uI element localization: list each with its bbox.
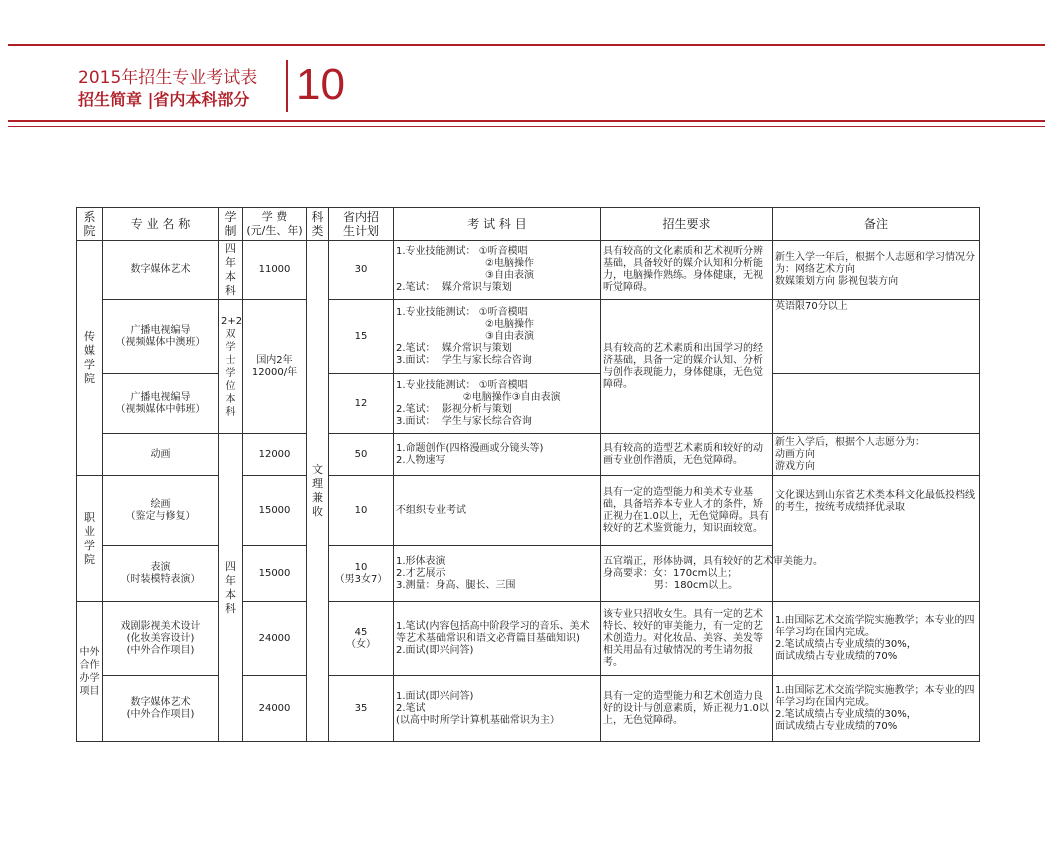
notes-cell: 1.由国际艺术交流学院实施教学；本专业的四年学习均在国内完成。 2.笔试成绩占专业成绩的30%， 面试成绩占专业成绩的70% <box>773 676 980 742</box>
requirements-cell: 具有较高的艺术素质和出国学习的经济基础，具备一定的媒介认知、分析与创作表现能力，身体健康，无色觉障碍。 <box>601 300 773 434</box>
major-cell: 动画 <box>103 434 219 476</box>
header-fee: 学 费 (元/生、年) <box>243 208 307 241</box>
header-bottom-rule <box>8 120 1045 122</box>
header-quota: 省内招 生计划 <box>329 208 394 241</box>
fee-cell: 12000 <box>243 434 307 476</box>
header-major: 专 业 名 称 <box>103 208 219 241</box>
notes-cell: 新生入学一年后，根据个人志愿和学习情况分为：网络艺术方向 数媒策划方向 影视包装方向 <box>773 241 980 300</box>
quota-cell: 15 <box>329 300 394 374</box>
requirements-cell: 该专业只招收女生。具有一定的艺术特长、较好的审美能力，有一定的艺术创造力。对化妆品、美容、美发等相关用品有过敏情况的考生请勿报考。 <box>601 602 773 676</box>
section-subtitle: 招生简章 |省内本科部分 <box>78 90 250 109</box>
header-requirements: 招生要求 <box>601 208 773 241</box>
table-row <box>77 476 980 546</box>
exam-cell: 1.专业技能测试： ①听音模唱 ②电脑操作 ③自由表演 2.笔试： 媒介常识与策划 <box>394 241 601 300</box>
exam-cell: 1.面试(即兴问答) 2.笔试 (以高中时所学计算机基础常识为主） <box>394 676 601 742</box>
header-top-rule <box>8 44 1045 46</box>
major-cell: 广播电视编导 （视频媒体中韩班） <box>103 374 219 434</box>
header-category: 科 类 <box>307 208 329 241</box>
exam-table <box>76 207 980 742</box>
quota-cell: 10 （男3女7） <box>329 546 394 602</box>
notes-cell: 1.由国际艺术交流学院实施教学；本专业的四年学习均在国内完成。 2.笔试成绩占专业成绩的30%， 面试成绩占专业成绩的70% <box>773 602 980 676</box>
major-cell: 数字媒体艺术 (中外合作项目) <box>103 676 219 742</box>
exam-cell: 1.专业技能测试： ①听音模唱 ②电脑操作 ③自由表演 2.笔试： 媒介常识与策划 3.面试： 学生与家长综合咨询 <box>394 300 601 374</box>
exam-cell: 1.专业技能测试： ①听音模唱 ②电脑操作③自由表演 2.笔试： 影视分析与策划 3.面试： 学生与家长综合咨询 <box>394 374 601 434</box>
category-cell: 文 理 兼 收 <box>307 241 329 742</box>
header-notes: 备注 <box>773 208 980 241</box>
requirements-cell: 具有一定的造型能力和艺术创造力良好的设计与创意素质，矫正视力1.0以上，无色觉障碍。 <box>601 676 773 742</box>
requirements-cell: 五官端正，形体协调，具有较好的艺术审美能力。 身高要求：女：170cm以上； 男：180cm以上。 <box>601 546 773 602</box>
quota-cell: 50 <box>329 434 394 476</box>
header-dept: 系 院 <box>77 208 103 241</box>
notes-cell <box>773 374 980 434</box>
table-row <box>77 374 980 434</box>
requirements-cell: 具有较高的造型艺术素质和较好的动画专业创作潜质，无色觉障碍。 <box>601 434 773 476</box>
exam-cell: 不组织专业考试 <box>394 476 601 546</box>
exam-cell: 1.形体表演 2.才艺展示 3.测量：身高、腿长、三围 <box>394 546 601 602</box>
major-cell: 表演 （时装模特表演） <box>103 546 219 602</box>
header-duration: 学 制 <box>219 208 243 241</box>
table-row <box>77 602 980 676</box>
requirements-cell: 具有一定的造型能力和美术专业基础，具备培养本专业人才的条件，矫正视力在1.0以上，无色觉障碍。具有较好的艺术鉴赏能力，知识面较宽。 <box>601 476 773 546</box>
major-cell: 数字媒体艺术 <box>103 241 219 300</box>
quota-cell: 10 <box>329 476 394 546</box>
quota-cell: 30 <box>329 241 394 300</box>
fee-cell: 15000 <box>243 546 307 602</box>
notes-cell: 新生入学后，根据个人志愿分为： 动画方向 游戏方向 <box>773 434 980 476</box>
header-exam: 考 试 科 目 <box>394 208 601 241</box>
page-title: 2015年招生专业考试表 <box>78 68 258 88</box>
exam-cell: 1.命题创作(四格漫画或分镜头等) 2.人物速写 <box>394 434 601 476</box>
fee-cell: 15000 <box>243 476 307 546</box>
quota-cell: 35 <box>329 676 394 742</box>
table-row <box>77 676 980 742</box>
table-header-row <box>77 208 980 241</box>
major-cell: 戏剧影视美术设计 (化妆美容设计) (中外合作项目) <box>103 602 219 676</box>
dept-coop: 中外 合作 办学 项目 <box>77 602 103 742</box>
duration-cell: 四 年 本 科 <box>219 434 243 742</box>
notes-cell: 文化课达到山东省艺术类本科文化最低投档线的考生，按统考成绩择优录取 <box>773 476 980 602</box>
duration-cell: 四 年 本 科 <box>219 241 243 300</box>
dept-vocational: 职 业 学 院 <box>77 476 103 602</box>
exam-cell: 1.笔试(内容包括高中阶段学习的音乐、美术等艺术基础常识和语文必背篇目基础知识) 2.面试(即兴问答) <box>394 602 601 676</box>
table-row <box>77 300 980 374</box>
fee-cell: 24000 <box>243 676 307 742</box>
header-divider <box>286 60 288 112</box>
fee-cell: 24000 <box>243 602 307 676</box>
fee-cell: 国内2年 12000/年 <box>243 300 307 434</box>
quota-cell: 12 <box>329 374 394 434</box>
quota-cell: 45 （女） <box>329 602 394 676</box>
dept-media: 传 媒 学 院 <box>77 241 103 476</box>
duration-cell: 2+2 双 学 士 学 位 本 科 <box>219 300 243 434</box>
page-number: 10 <box>296 60 345 109</box>
notes-cell: 英语限70分以上 <box>773 300 980 374</box>
fee-cell: 11000 <box>243 241 307 300</box>
major-cell: 绘画 （鉴定与修复） <box>103 476 219 546</box>
header-bottom-thin-rule <box>8 126 1045 127</box>
table-row <box>77 434 980 476</box>
table-row <box>77 241 980 300</box>
requirements-cell: 具有较高的文化素质和艺术视听分辨基础，具备较好的媒介认知和分析能力，电脑操作熟练。身体健康，无视听觉障碍。 <box>601 241 773 300</box>
major-cell: 广播电视编导 （视频媒体中澳班） <box>103 300 219 374</box>
